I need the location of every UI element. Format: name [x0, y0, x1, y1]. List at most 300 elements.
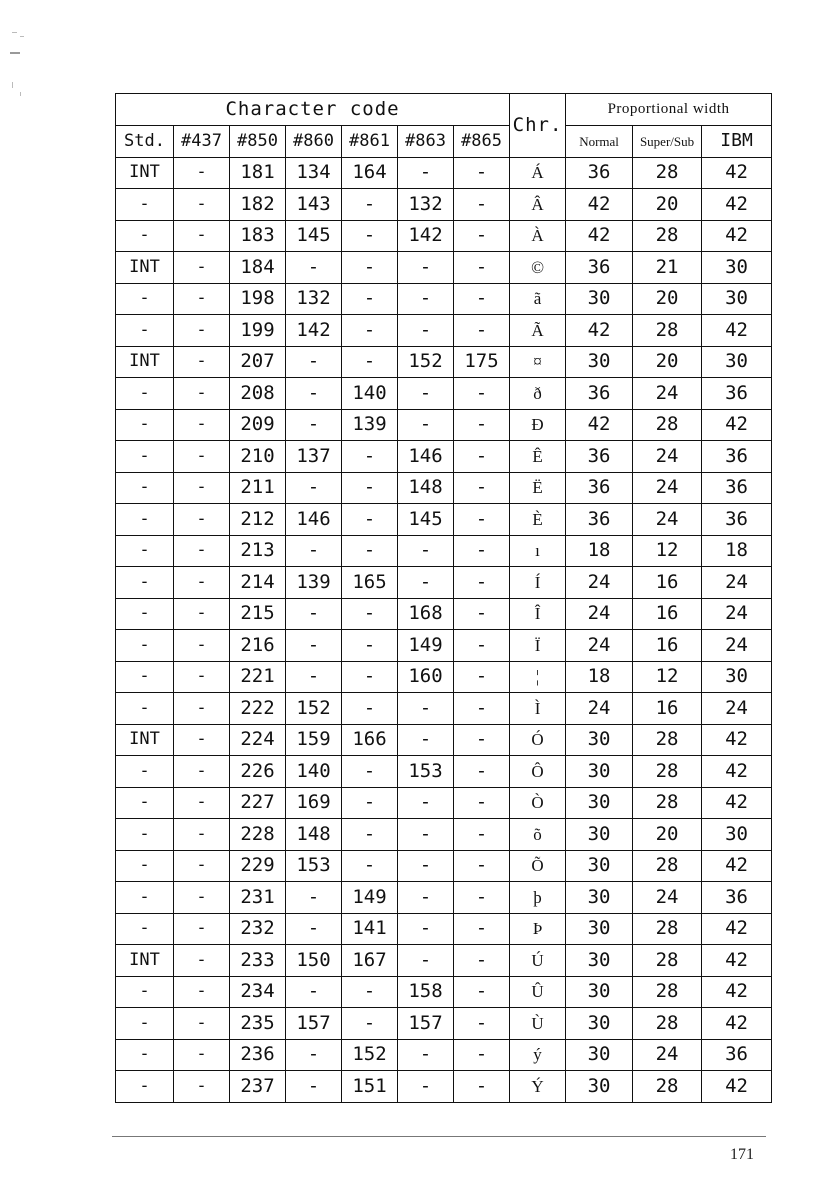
code-437-cell: -: [174, 976, 230, 1008]
code-861-cell: -: [342, 598, 398, 630]
width-super-sub-cell: 20: [633, 819, 702, 851]
character-glyph-cell: ã: [510, 283, 566, 315]
code-863-cell: 152: [398, 346, 454, 378]
code-437-cell: -: [174, 1039, 230, 1071]
code-861-cell: 167: [342, 945, 398, 977]
character-glyph-cell: Á: [510, 157, 566, 189]
character-glyph-cell: Í: [510, 567, 566, 599]
std-cell: -: [116, 693, 174, 725]
code-861-cell: 149: [342, 882, 398, 914]
width-normal-cell: 36: [566, 504, 633, 536]
code-861-cell: 152: [342, 1039, 398, 1071]
code-863-cell: -: [398, 378, 454, 410]
code-865-cell: -: [454, 315, 510, 347]
character-glyph-cell: Ã: [510, 315, 566, 347]
code-863-cell: -: [398, 157, 454, 189]
column-header-861: #861: [342, 126, 398, 158]
code-437-cell: -: [174, 630, 230, 662]
width-normal-cell: 30: [566, 945, 633, 977]
code-437-cell: -: [174, 850, 230, 882]
width-ibm-cell: 42: [702, 756, 772, 788]
width-super-sub-cell: 28: [633, 220, 702, 252]
code-863-cell: -: [398, 409, 454, 441]
width-normal-cell: 42: [566, 409, 633, 441]
width-normal-cell: 30: [566, 976, 633, 1008]
std-cell: -: [116, 976, 174, 1008]
code-860-cell: 146: [286, 504, 342, 536]
code-863-cell: 142: [398, 220, 454, 252]
code-863-cell: -: [398, 252, 454, 284]
width-normal-cell: 42: [566, 220, 633, 252]
code-850-cell: 224: [230, 724, 286, 756]
code-861-cell: -: [342, 976, 398, 1008]
code-860-cell: -: [286, 1039, 342, 1071]
table-row: [116, 693, 772, 725]
width-super-sub-cell: 28: [633, 787, 702, 819]
code-863-cell: -: [398, 882, 454, 914]
table-row: [116, 252, 772, 284]
code-861-cell: -: [342, 693, 398, 725]
code-850-cell: 233: [230, 945, 286, 977]
code-863-cell: -: [398, 535, 454, 567]
width-normal-cell: 36: [566, 472, 633, 504]
code-437-cell: -: [174, 252, 230, 284]
table-row: [116, 976, 772, 1008]
width-normal-cell: 24: [566, 693, 633, 725]
character-glyph-cell: À: [510, 220, 566, 252]
width-normal-cell: 30: [566, 346, 633, 378]
code-865-cell: -: [454, 819, 510, 851]
character-code-header: Character code: [116, 94, 510, 126]
code-865-cell: -: [454, 976, 510, 1008]
code-437-cell: -: [174, 819, 230, 851]
column-header-ibm: IBM: [702, 126, 772, 158]
std-cell: -: [116, 535, 174, 567]
code-865-cell: -: [454, 504, 510, 536]
code-850-cell: 226: [230, 756, 286, 788]
code-863-cell: -: [398, 913, 454, 945]
code-860-cell: 139: [286, 567, 342, 599]
table-row: [116, 819, 772, 851]
code-860-cell: -: [286, 630, 342, 662]
code-865-cell: -: [454, 252, 510, 284]
code-865-cell: -: [454, 378, 510, 410]
width-super-sub-cell: 20: [633, 189, 702, 221]
code-863-cell: 148: [398, 472, 454, 504]
code-437-cell: -: [174, 756, 230, 788]
code-863-cell: -: [398, 283, 454, 315]
code-860-cell: -: [286, 535, 342, 567]
std-cell: -: [116, 378, 174, 410]
width-normal-cell: 36: [566, 378, 633, 410]
table-row: [116, 472, 772, 504]
character-glyph-cell: þ: [510, 882, 566, 914]
width-super-sub-cell: 28: [633, 1071, 702, 1103]
width-super-sub-cell: 28: [633, 724, 702, 756]
table-row: [116, 1008, 772, 1040]
character-glyph-cell: ¦: [510, 661, 566, 693]
std-cell: -: [116, 567, 174, 599]
code-850-cell: 236: [230, 1039, 286, 1071]
code-863-cell: -: [398, 819, 454, 851]
character-glyph-cell: Ò: [510, 787, 566, 819]
width-normal-cell: 36: [566, 252, 633, 284]
code-865-cell: -: [454, 756, 510, 788]
header-row-columns: [116, 126, 772, 158]
code-850-cell: 227: [230, 787, 286, 819]
code-863-cell: 168: [398, 598, 454, 630]
code-863-cell: -: [398, 945, 454, 977]
code-865-cell: -: [454, 661, 510, 693]
std-cell: -: [116, 661, 174, 693]
code-865-cell: -: [454, 441, 510, 473]
code-861-cell: -: [342, 441, 398, 473]
code-865-cell: -: [454, 724, 510, 756]
character-glyph-cell: Ï: [510, 630, 566, 662]
code-437-cell: -: [174, 409, 230, 441]
std-cell: -: [116, 882, 174, 914]
width-super-sub-cell: 28: [633, 913, 702, 945]
character-glyph-cell: Ì: [510, 693, 566, 725]
code-865-cell: -: [454, 598, 510, 630]
character-glyph-cell: Ð: [510, 409, 566, 441]
chr-header: Chr.: [510, 94, 566, 158]
code-437-cell: -: [174, 441, 230, 473]
character-glyph-cell: Ù: [510, 1008, 566, 1040]
code-850-cell: 208: [230, 378, 286, 410]
width-normal-cell: 30: [566, 283, 633, 315]
table-row: [116, 567, 772, 599]
code-437-cell: -: [174, 157, 230, 189]
width-ibm-cell: 42: [702, 409, 772, 441]
width-ibm-cell: 36: [702, 504, 772, 536]
code-861-cell: -: [342, 315, 398, 347]
width-normal-cell: 42: [566, 315, 633, 347]
std-cell: -: [116, 819, 174, 851]
code-860-cell: 150: [286, 945, 342, 977]
width-super-sub-cell: 21: [633, 252, 702, 284]
code-850-cell: 207: [230, 346, 286, 378]
code-861-cell: 166: [342, 724, 398, 756]
width-ibm-cell: 36: [702, 378, 772, 410]
table-row: [116, 283, 772, 315]
code-865-cell: -: [454, 220, 510, 252]
code-437-cell: -: [174, 189, 230, 221]
width-normal-cell: 24: [566, 630, 633, 662]
width-normal-cell: 30: [566, 850, 633, 882]
width-ibm-cell: 36: [702, 1039, 772, 1071]
column-header-normal: Normal: [566, 126, 633, 158]
std-cell: -: [116, 189, 174, 221]
std-cell: -: [116, 409, 174, 441]
code-437-cell: -: [174, 693, 230, 725]
code-437-cell: -: [174, 220, 230, 252]
code-860-cell: -: [286, 661, 342, 693]
code-863-cell: 145: [398, 504, 454, 536]
code-865-cell: -: [454, 1071, 510, 1103]
code-860-cell: -: [286, 1071, 342, 1103]
width-ibm-cell: 42: [702, 976, 772, 1008]
width-ibm-cell: 42: [702, 724, 772, 756]
code-860-cell: -: [286, 976, 342, 1008]
width-super-sub-cell: 24: [633, 882, 702, 914]
code-863-cell: 149: [398, 630, 454, 662]
footer-rule: [112, 1136, 766, 1137]
code-437-cell: -: [174, 1008, 230, 1040]
column-header-865: #865: [454, 126, 510, 158]
code-865-cell: -: [454, 945, 510, 977]
std-cell: INT: [116, 346, 174, 378]
width-super-sub-cell: 28: [633, 409, 702, 441]
column-header-863: #863: [398, 126, 454, 158]
character-glyph-cell: ©: [510, 252, 566, 284]
code-850-cell: 184: [230, 252, 286, 284]
code-865-cell: -: [454, 567, 510, 599]
width-super-sub-cell: 16: [633, 567, 702, 599]
std-cell: -: [116, 598, 174, 630]
code-860-cell: 132: [286, 283, 342, 315]
table-row: [116, 409, 772, 441]
width-ibm-cell: 24: [702, 693, 772, 725]
width-normal-cell: 30: [566, 1008, 633, 1040]
code-850-cell: 222: [230, 693, 286, 725]
code-850-cell: 232: [230, 913, 286, 945]
code-861-cell: -: [342, 850, 398, 882]
width-normal-cell: 24: [566, 567, 633, 599]
character-glyph-cell: ı: [510, 535, 566, 567]
width-super-sub-cell: 12: [633, 661, 702, 693]
code-850-cell: 215: [230, 598, 286, 630]
width-normal-cell: 36: [566, 157, 633, 189]
character-glyph-cell: È: [510, 504, 566, 536]
table-row: [116, 787, 772, 819]
table-row: [116, 661, 772, 693]
table-row: [116, 850, 772, 882]
proportional-width-header: Proportional width: [566, 94, 772, 126]
width-ibm-cell: 42: [702, 315, 772, 347]
std-cell: -: [116, 787, 174, 819]
code-860-cell: 142: [286, 315, 342, 347]
std-cell: INT: [116, 945, 174, 977]
width-super-sub-cell: 28: [633, 1008, 702, 1040]
code-865-cell: -: [454, 1008, 510, 1040]
width-normal-cell: 30: [566, 1039, 633, 1071]
code-861-cell: -: [342, 756, 398, 788]
character-glyph-cell: Ú: [510, 945, 566, 977]
table-row: [116, 504, 772, 536]
std-cell: -: [116, 441, 174, 473]
code-437-cell: -: [174, 1071, 230, 1103]
code-861-cell: -: [342, 252, 398, 284]
code-437-cell: -: [174, 315, 230, 347]
code-850-cell: 214: [230, 567, 286, 599]
table-row: [116, 756, 772, 788]
width-super-sub-cell: 20: [633, 346, 702, 378]
width-ibm-cell: 42: [702, 220, 772, 252]
code-860-cell: -: [286, 598, 342, 630]
width-super-sub-cell: 24: [633, 1039, 702, 1071]
width-ibm-cell: 24: [702, 630, 772, 662]
character-glyph-cell: Ê: [510, 441, 566, 473]
code-850-cell: 228: [230, 819, 286, 851]
code-850-cell: 231: [230, 882, 286, 914]
code-861-cell: -: [342, 189, 398, 221]
width-super-sub-cell: 16: [633, 598, 702, 630]
width-normal-cell: 18: [566, 535, 633, 567]
table-row: [116, 1039, 772, 1071]
code-861-cell: -: [342, 787, 398, 819]
code-861-cell: 151: [342, 1071, 398, 1103]
code-850-cell: 181: [230, 157, 286, 189]
width-normal-cell: 30: [566, 1071, 633, 1103]
width-normal-cell: 30: [566, 724, 633, 756]
width-super-sub-cell: 28: [633, 756, 702, 788]
code-437-cell: -: [174, 913, 230, 945]
width-normal-cell: 18: [566, 661, 633, 693]
width-ibm-cell: 36: [702, 882, 772, 914]
code-437-cell: -: [174, 787, 230, 819]
code-437-cell: -: [174, 882, 230, 914]
code-860-cell: 134: [286, 157, 342, 189]
width-ibm-cell: 42: [702, 913, 772, 945]
column-header-super-sub: Super/Sub: [633, 126, 702, 158]
code-860-cell: -: [286, 252, 342, 284]
width-super-sub-cell: 24: [633, 504, 702, 536]
code-850-cell: 221: [230, 661, 286, 693]
code-863-cell: -: [398, 787, 454, 819]
code-850-cell: 210: [230, 441, 286, 473]
code-861-cell: -: [342, 819, 398, 851]
width-ibm-cell: 24: [702, 567, 772, 599]
table-row: [116, 189, 772, 221]
std-cell: -: [116, 220, 174, 252]
width-ibm-cell: 24: [702, 598, 772, 630]
code-860-cell: 157: [286, 1008, 342, 1040]
width-normal-cell: 30: [566, 756, 633, 788]
code-860-cell: 152: [286, 693, 342, 725]
width-normal-cell: 30: [566, 913, 633, 945]
code-861-cell: -: [342, 1008, 398, 1040]
character-glyph-cell: Ô: [510, 756, 566, 788]
table-row: [116, 630, 772, 662]
code-850-cell: 229: [230, 850, 286, 882]
code-437-cell: -: [174, 504, 230, 536]
table-row: [116, 157, 772, 189]
code-863-cell: 153: [398, 756, 454, 788]
code-850-cell: 235: [230, 1008, 286, 1040]
table-row: [116, 220, 772, 252]
code-437-cell: -: [174, 378, 230, 410]
code-860-cell: 159: [286, 724, 342, 756]
code-861-cell: -: [342, 283, 398, 315]
character-glyph-cell: ¤: [510, 346, 566, 378]
width-super-sub-cell: 24: [633, 441, 702, 473]
code-437-cell: -: [174, 724, 230, 756]
table-row: [116, 882, 772, 914]
code-861-cell: -: [342, 661, 398, 693]
width-super-sub-cell: 28: [633, 157, 702, 189]
code-863-cell: -: [398, 1071, 454, 1103]
width-super-sub-cell: 16: [633, 693, 702, 725]
table-row: [116, 315, 772, 347]
code-437-cell: -: [174, 661, 230, 693]
std-cell: -: [116, 1071, 174, 1103]
code-863-cell: 157: [398, 1008, 454, 1040]
code-863-cell: -: [398, 1039, 454, 1071]
width-ibm-cell: 30: [702, 283, 772, 315]
code-860-cell: 137: [286, 441, 342, 473]
code-437-cell: -: [174, 598, 230, 630]
character-glyph-cell: Õ: [510, 850, 566, 882]
scan-margin-marks: [6, 30, 32, 100]
code-437-cell: -: [174, 346, 230, 378]
code-861-cell: -: [342, 504, 398, 536]
code-437-cell: -: [174, 945, 230, 977]
character-glyph-cell: ð: [510, 378, 566, 410]
std-cell: INT: [116, 252, 174, 284]
width-super-sub-cell: 28: [633, 976, 702, 1008]
width-ibm-cell: 18: [702, 535, 772, 567]
code-863-cell: -: [398, 850, 454, 882]
character-code-table: [115, 93, 772, 1103]
std-cell: -: [116, 283, 174, 315]
character-glyph-cell: Â: [510, 189, 566, 221]
code-861-cell: -: [342, 630, 398, 662]
code-865-cell: -: [454, 409, 510, 441]
width-ibm-cell: 30: [702, 819, 772, 851]
width-normal-cell: 30: [566, 787, 633, 819]
std-cell: INT: [116, 724, 174, 756]
width-normal-cell: 30: [566, 882, 633, 914]
code-850-cell: 209: [230, 409, 286, 441]
std-cell: -: [116, 756, 174, 788]
code-865-cell: -: [454, 882, 510, 914]
page-number: 171: [730, 1146, 754, 1163]
code-850-cell: 198: [230, 283, 286, 315]
code-865-cell: -: [454, 913, 510, 945]
width-ibm-cell: 42: [702, 1008, 772, 1040]
std-cell: -: [116, 850, 174, 882]
std-cell: -: [116, 1008, 174, 1040]
code-861-cell: 140: [342, 378, 398, 410]
code-850-cell: 234: [230, 976, 286, 1008]
code-850-cell: 182: [230, 189, 286, 221]
column-header-850: #850: [230, 126, 286, 158]
width-super-sub-cell: 24: [633, 378, 702, 410]
code-860-cell: -: [286, 378, 342, 410]
std-cell: -: [116, 913, 174, 945]
character-glyph-cell: Ó: [510, 724, 566, 756]
width-ibm-cell: 42: [702, 787, 772, 819]
std-cell: -: [116, 630, 174, 662]
code-865-cell: -: [454, 157, 510, 189]
width-normal-cell: 30: [566, 819, 633, 851]
width-super-sub-cell: 28: [633, 315, 702, 347]
code-437-cell: -: [174, 283, 230, 315]
width-ibm-cell: 42: [702, 189, 772, 221]
code-850-cell: 199: [230, 315, 286, 347]
code-850-cell: 216: [230, 630, 286, 662]
code-863-cell: -: [398, 693, 454, 725]
code-861-cell: -: [342, 346, 398, 378]
column-header-std: Std.: [116, 126, 174, 158]
code-865-cell: 175: [454, 346, 510, 378]
character-glyph-cell: õ: [510, 819, 566, 851]
std-cell: -: [116, 472, 174, 504]
std-cell: INT: [116, 157, 174, 189]
table-row: [116, 441, 772, 473]
code-863-cell: -: [398, 567, 454, 599]
